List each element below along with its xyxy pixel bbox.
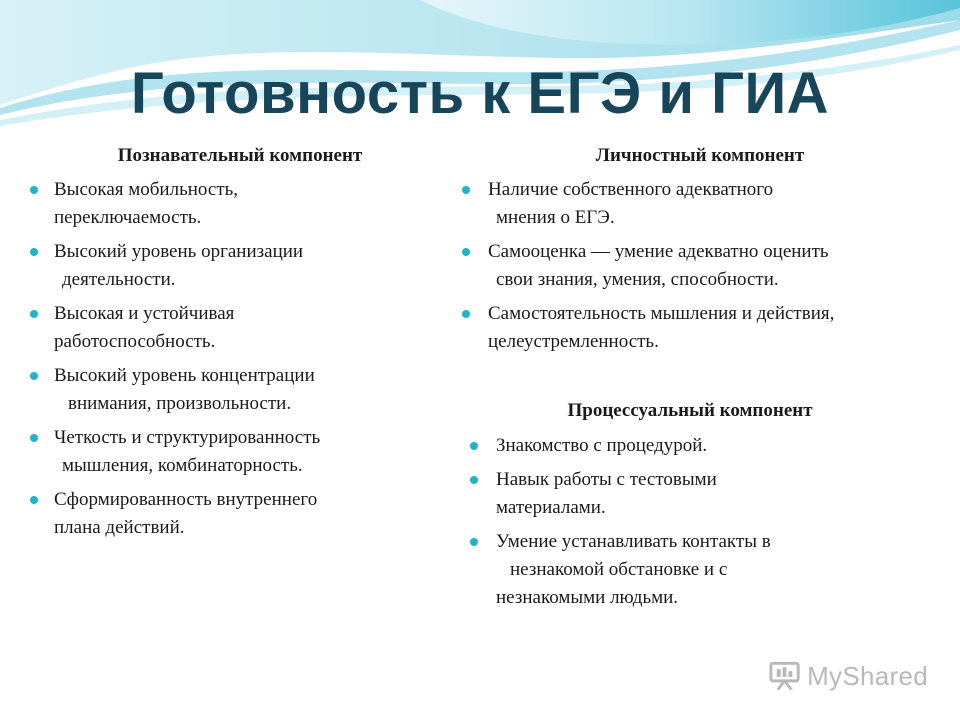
watermark-text: MyShared	[807, 660, 928, 691]
personal-component-list	[462, 176, 952, 362]
list-item: Самостоятельность мышления и действия, целеустремленность.	[462, 300, 952, 356]
cognitive-component-heading: Познавательный компонент	[117, 145, 363, 166]
bullet-icon	[30, 372, 38, 380]
list-item: Навык работы с тестовыми материалами.	[470, 466, 950, 522]
bullet-icon	[470, 538, 478, 546]
list-item: Высокая и устойчивая работоспособность.	[30, 300, 450, 356]
list-item: Самооценка — умение адекватно оценить свои знания, умения, способности.	[462, 238, 952, 294]
list-item: Наличие собственного адекватного мнения о ЕГЭ.	[462, 176, 952, 232]
procedural-component-list	[470, 432, 950, 618]
bullet-icon	[462, 248, 470, 256]
presentation-board-icon	[768, 660, 801, 692]
list-item: Высокий уровень концентрации внимания, произвольности.	[30, 362, 450, 418]
bullet-icon	[30, 496, 38, 504]
bullet-icon	[462, 186, 470, 194]
bullet-icon	[470, 476, 478, 484]
list-item: Сформированность внутреннего плана действий.	[30, 486, 450, 542]
bullet-icon	[30, 434, 38, 442]
bullet-icon	[470, 442, 478, 450]
procedural-component-heading: Процессуальный компонент	[567, 400, 813, 421]
bullet-icon	[30, 186, 38, 194]
bullet-icon	[462, 310, 470, 318]
list-item: Высокий уровень организации деятельности.	[30, 238, 450, 294]
list-item: Знакомство с процедурой.	[470, 432, 950, 460]
list-item: Умение устанавливать контакты в незнакомой обстановке и с незнакомыми людьми.	[470, 528, 950, 612]
personal-component-heading: Личностный компонент	[595, 145, 805, 166]
list-item: Высокая мобильность, переключаемость.	[30, 176, 450, 232]
bullet-icon	[30, 310, 38, 318]
cognitive-component-list	[30, 176, 450, 548]
myshared-watermark	[768, 658, 928, 694]
bullet-icon	[30, 248, 38, 256]
list-item: Четкость и структурированность мышления, комбинаторность.	[30, 424, 450, 480]
slide-title: Готовность к ЕГЭ и ГИА	[130, 61, 830, 126]
